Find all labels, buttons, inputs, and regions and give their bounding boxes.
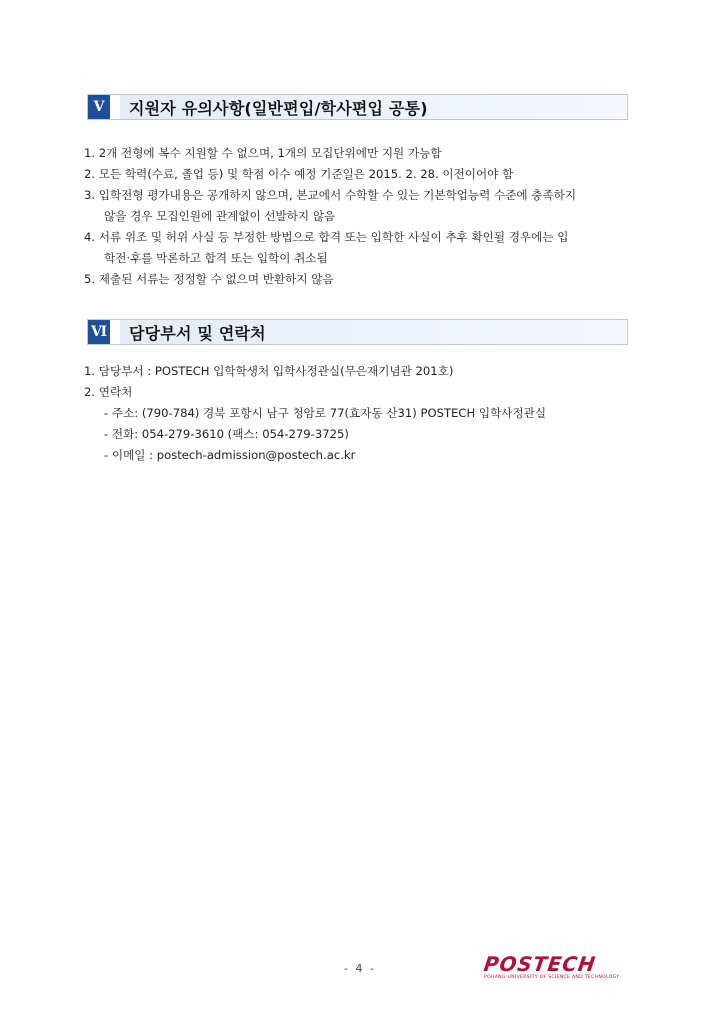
logo-wordmark: POSTECH bbox=[482, 952, 598, 976]
section-number-6: Ⅵ bbox=[88, 320, 110, 344]
contact-address: - 주소: (790-784) 경북 포항시 남구 청암로 77(효자동 산31) POSTECH 입학사정관실 bbox=[104, 406, 547, 420]
list-item: 3. 입학전형 평가내용은 공개하지 않으며, 본교에서 수학할 수 있는 기본학업능력 수준에 충족하지 bbox=[84, 188, 577, 202]
page-number: - 4 - bbox=[344, 962, 376, 975]
section-header-gap bbox=[110, 95, 120, 119]
list-item: 1. 2개 전형에 복수 지원할 수 없으며, 1개의 모집단위에만 지원 가능함 bbox=[84, 146, 442, 160]
list-item: 1. 담당부서 : POSTECH 입학학생처 입학사정관실(무은재기념관 201호) bbox=[84, 364, 454, 378]
contact-phone: - 전화: 054-279-3610 (팩스: 054-279-3725) bbox=[104, 427, 349, 441]
section-header-5 bbox=[87, 94, 628, 120]
list-item: 2. 연락처 bbox=[84, 385, 133, 399]
section-title-6: 담당부서 및 연락처 bbox=[129, 323, 266, 343]
section-number-5: Ⅴ bbox=[88, 95, 110, 119]
section-title-5: 지원자 유의사항(일반편입/학사편입 공통) bbox=[129, 98, 428, 118]
contact-email: - 이메일 : postech-admission@postech.ac.kr bbox=[104, 448, 356, 462]
logo-tagline: POHANG UNIVERSITY OF SCIENCE AND TECHNOLOGY bbox=[484, 975, 620, 980]
postech-logo bbox=[484, 954, 634, 980]
section-header-gap bbox=[110, 320, 120, 344]
section-header-6 bbox=[87, 319, 628, 345]
list-item: 4. 서류 위조 및 허위 사실 등 부정한 방법으로 합격 또는 입학한 사실이 추후 확인될 경우에는 입 bbox=[84, 230, 569, 244]
list-item: 5. 제출된 서류는 정정할 수 없으며 반환하지 않음 bbox=[84, 272, 334, 286]
list-item: 2. 모든 학력(수료, 졸업 등) 및 학점 이수 예정 기준일은 2015. 2. 28. 이전이어야 함 bbox=[84, 167, 514, 181]
list-item-continuation: 않을 경우 모집인원에 관계없이 선발하지 않음 bbox=[104, 209, 336, 223]
list-item-continuation: 학전·후를 막론하고 합격 또는 입학이 취소됨 bbox=[104, 251, 328, 265]
